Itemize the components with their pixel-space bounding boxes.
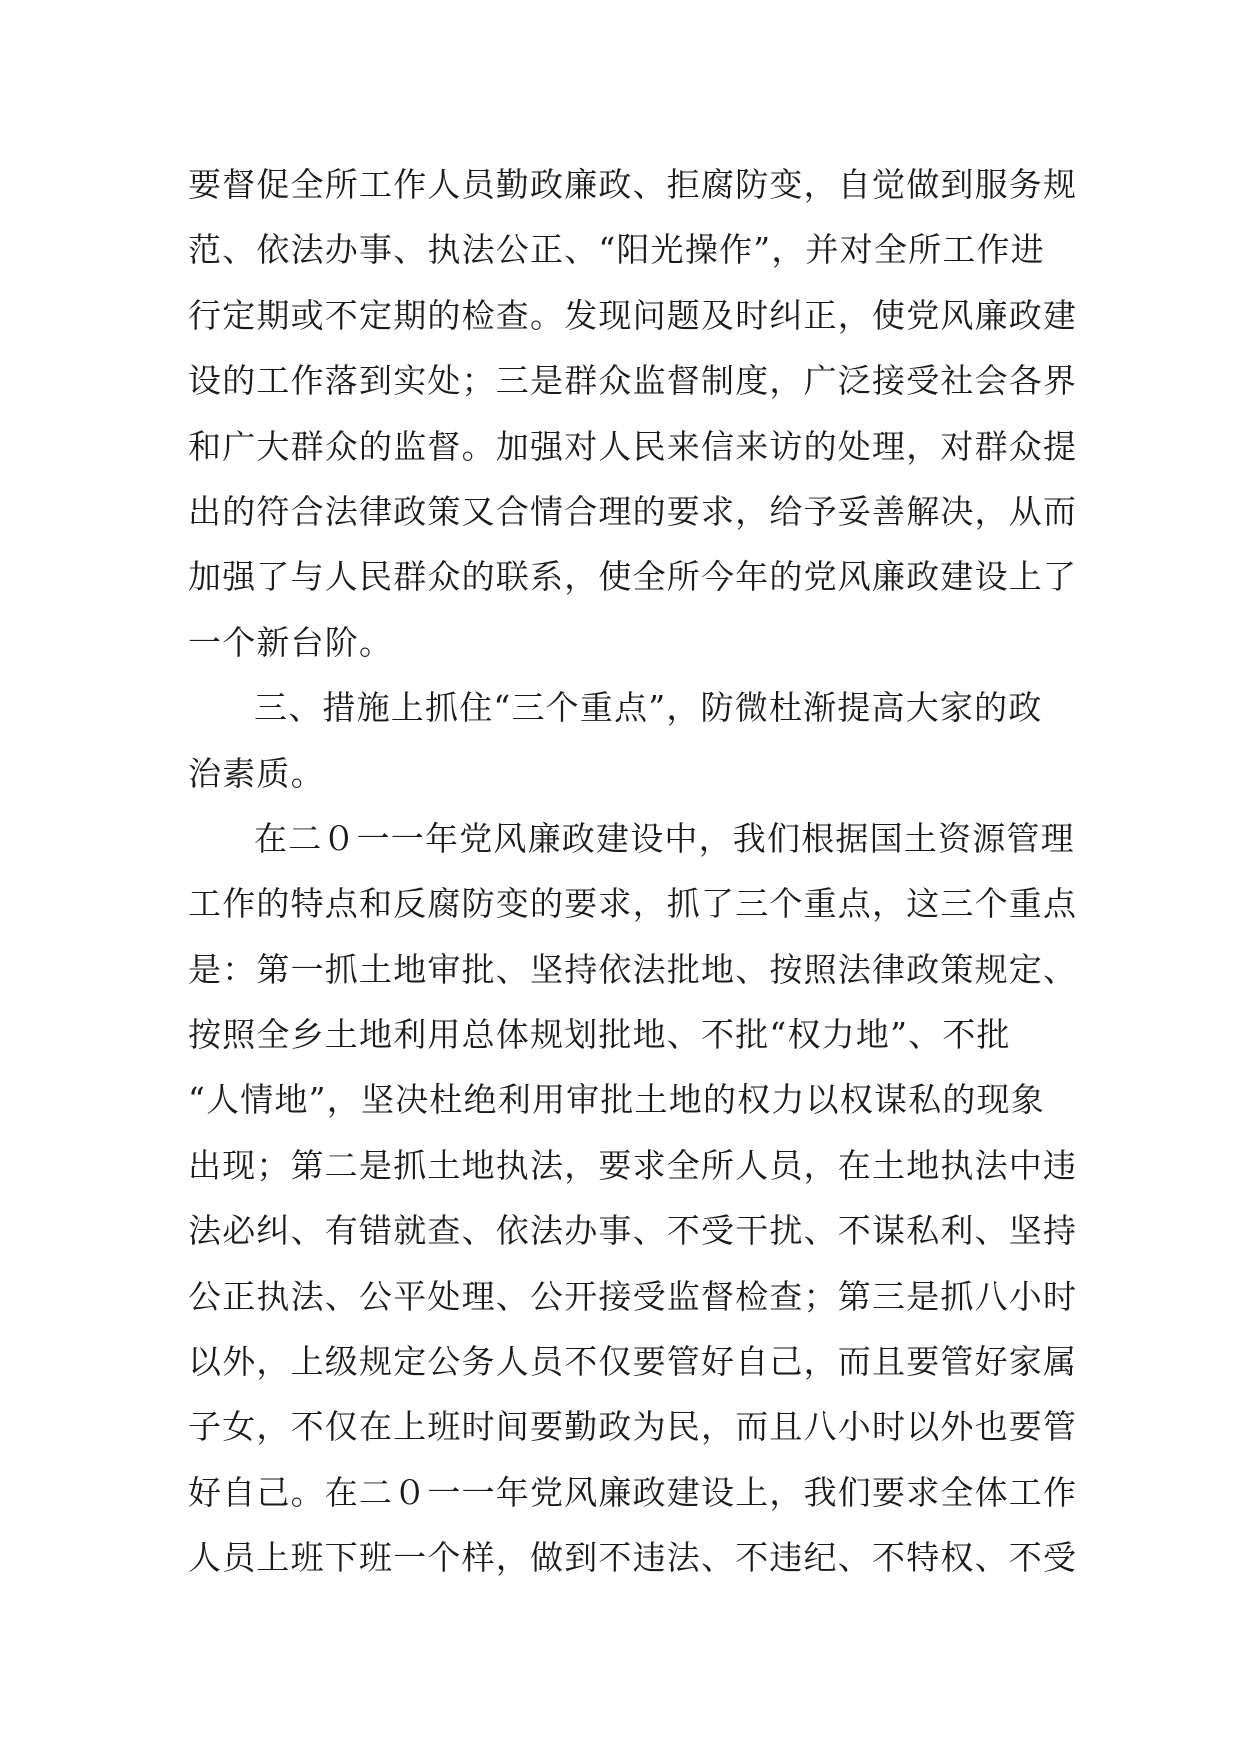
text-line: 工作的特点和反腐防变的要求，抓了三个重点，这三个重点 <box>188 884 1078 924</box>
text-line: 行定期或不定期的检查。发现问题及时纠正，使党风廉政建 <box>188 295 1078 335</box>
text-line: 法必纠、有错就查、依法办事、不受干扰、不谋私利、坚持 <box>188 1211 1078 1251</box>
text-line: 好自己。在二０一一年党风廉政建设上，我们要求全体工作 <box>188 1472 1078 1512</box>
text-line: 在二０一一年党风廉政建设中，我们根据国土资源管理 <box>254 818 1075 858</box>
text-line: 范、依法办事、执法公正、“阳光操作”，并对全所工作进 <box>188 230 1045 270</box>
text-line: 是：第一抓土地审批、坚持依法批地、按照法律政策规定、 <box>188 949 1078 989</box>
text-line: 一个新台阶。 <box>188 622 394 662</box>
text-line: 子女，不仅在上班时间要勤政为民，而且八小时以外也要管 <box>188 1407 1078 1447</box>
text-line: 要督促全所工作人员勤政廉政、拒腐防变，自觉做到服务规 <box>188 165 1078 204</box>
text-line: 出的符合法律政策又合情合理的要求，给予妥善解决，从而 <box>188 491 1078 531</box>
text-line: 出现；第二是抓土地执法，要求全所人员，在土地执法中违 <box>188 1145 1078 1185</box>
body-text <box>188 152 1078 1591</box>
text-line: 治素质。 <box>188 753 325 793</box>
text-line: “人情地”，坚决杜绝利用审批土地的权力以权谋私的现象 <box>188 1080 1045 1120</box>
text-line: 人员上班下班一个样，做到不违法、不违纪、不特权、不受 <box>188 1538 1078 1578</box>
text-line: 设的工作落到实处；三是群众监督制度，广泛接受社会各界 <box>188 361 1078 401</box>
text-line: 加强了与人民群众的联系，使全所今年的党风廉政建设上了 <box>188 557 1078 597</box>
text-line: 按照全乡土地利用总体规划批地、不批“权力地”、不批 <box>188 1015 1011 1055</box>
text-line: 和广大群众的监督。加强对人民来信来访的处理，对群众提 <box>188 426 1078 466</box>
text-line: 三、措施上抓住“三个重点”，防微杜渐提高大家的政 <box>254 688 1043 728</box>
text-line: 以外，上级规定公务人员不仅要管好自己，而且要管好家属 <box>188 1342 1078 1382</box>
text-line: 公正执法、公平处理、公开接受监督检查；第三是抓八小时 <box>188 1276 1078 1316</box>
